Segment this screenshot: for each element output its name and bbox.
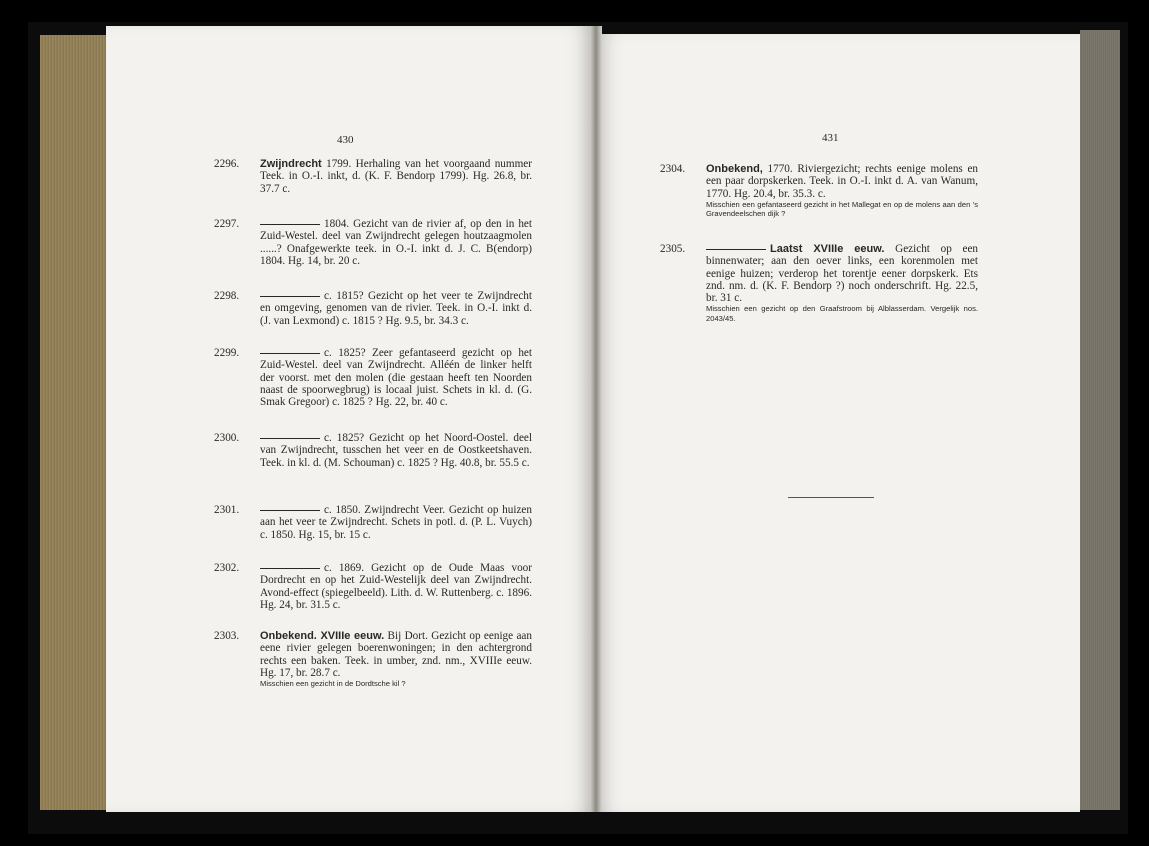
entry-text: c. 1850. Zwijndrecht Veer. Gezicht op huizen aan het veer te Zwijndrecht. Schets in potl. d. (P. L. Vuych) c. 1850. Hg. 15, br. 15 c. [260, 504, 532, 541]
entry-number: 2298. [214, 290, 240, 302]
entry-note: Misschien een gefantaseerd gezicht in het Mallegat en op de molens aan den 's Gravendeelschen dijk ? [706, 199, 978, 219]
entry-number: 2304. [660, 163, 686, 175]
entry-2299 [214, 347, 532, 409]
entry-number: 2300. [214, 432, 240, 444]
ditto-dash [260, 568, 320, 569]
book-gutter [590, 26, 602, 812]
entry-number: 2302. [214, 562, 240, 574]
entry-text: Hg. 26.8, br. 37.7 c. [260, 170, 533, 195]
entry-note: Misschien een gezicht op den Graafstroom bij Alblasserdam. Vergelijk nos. 2043/45. [706, 304, 978, 323]
entry-text: Bij Dort. Gezicht op eenige aan eene rivier gelegen boerenwoningen; in den achtergrond rechts een baken. Teek. in umber, znd. nm., XVIIIe eeuw. Hg. 17, br. 28.7 c. [260, 630, 532, 679]
entry-2300 [214, 432, 532, 469]
entry-2298 [214, 290, 532, 327]
entry-heading: Onbekend, [706, 163, 763, 175]
right-page-number: 431 [822, 132, 839, 144]
entry-heading: Laatst XVIIIe eeuw. [770, 243, 885, 255]
entry-heading: Zwijndrecht [260, 158, 322, 170]
ditto-dash [260, 510, 320, 511]
entry-number: 2301. [214, 504, 240, 516]
entry-2304 [660, 163, 978, 219]
entry-note: Misschien een gezicht in de Dordtsche kil ? [260, 679, 406, 689]
ditto-dash [260, 296, 320, 297]
entry-2302 [214, 562, 532, 611]
entry-text: c. 1869. Gezicht op de Oude Maas voor Dordrecht en op het Zuid-Westelijk deel van Zwijndrecht. Avond-effect (spiegelbeeld). Lith. d. W. Ruttenberg. c. 1896. Hg. 24, br. 31.5 c. [260, 562, 532, 611]
entry-number: 2303. [214, 630, 240, 642]
entry-text: c. 1825? Gezicht op het Noord-Oostel. deel van Zwijndrecht, tusschen het veer en de Oostkeetshaven. Teek. in kl. d. (M. Schouman) c. 1825 ? Hg. 40.8, br. 55.5 c. [260, 432, 532, 469]
entry-heading: Onbekend. XVIIIe eeuw. [260, 630, 385, 642]
right-page [596, 34, 1080, 812]
entry-2305 [660, 243, 979, 323]
section-end-rule [788, 497, 874, 498]
entry-text: Gezicht op een binnenwater; aan den oever links, een korenmolen met eenige huizen; verderop het torentje eener dorpskerk. Ets znd. nm. d. (K. F. Bendorp ?) noch onderschrift. Hg. 22.5, br. 31 c. [706, 243, 979, 305]
entry-2301 [214, 504, 532, 541]
entry-number: 2305. [660, 243, 686, 255]
entry-2296 [214, 158, 533, 195]
entry-text: 1804. Gezicht van de rivier af, op den in het Zuid-Westel. deel van Zwijndrecht gelegen houtzaagmolen ......? Onafgewerkte teek. in O.-I. inkt d. J. C. B(endorp) 1804. Hg. 14, br. 20 c. [260, 218, 532, 267]
entry-text: 1770. Riviergezicht; rechts eenige molens en een paar dorpskerken. Teek. in O.-I. inkt d. A. van Wanum, 1770. Hg. 20.4, br. 35.3. c. [706, 163, 978, 200]
ditto-dash [260, 353, 320, 354]
right-page-edges [1080, 30, 1120, 810]
entry-2303 [214, 630, 532, 689]
entry-number: 2297. [214, 218, 240, 230]
entry-2297 [214, 218, 532, 267]
entry-number: 2296. [214, 158, 240, 170]
entry-text: c. 1815? Gezicht op het veer te Zwijndrecht en omgeving, genomen van de rivier. Teek. in O.-I. inkt d. (J. van Lexmond) c. 1815 ? Hg. 9.5, br. 34.3 c. [260, 290, 532, 327]
left-page-edges [40, 35, 106, 810]
ditto-dash [260, 438, 320, 439]
entry-text: c. 1825? Zeer gefantaseerd gezicht op het Zuid-Westel. deel van Zwijndrecht. Alléén de linker helft der voorst. met den molen (die gestaan heeft ten Noorden naast de spoorwegbrug) is locaal juist. Schets in kl. d. (G. Smak Gregoor) c. 1825 ? Hg. 22, br. 40 c. [260, 347, 532, 409]
entry-number: 2299. [214, 347, 240, 359]
left-page-number: 430 [337, 134, 354, 146]
entry-text: 1799. Herhaling van het voorgaand nummer Teek. in O.-I. inkt, d. (K. F. Bendorp 1799). [260, 158, 532, 183]
ditto-dash [706, 249, 766, 250]
ditto-dash [260, 224, 320, 225]
